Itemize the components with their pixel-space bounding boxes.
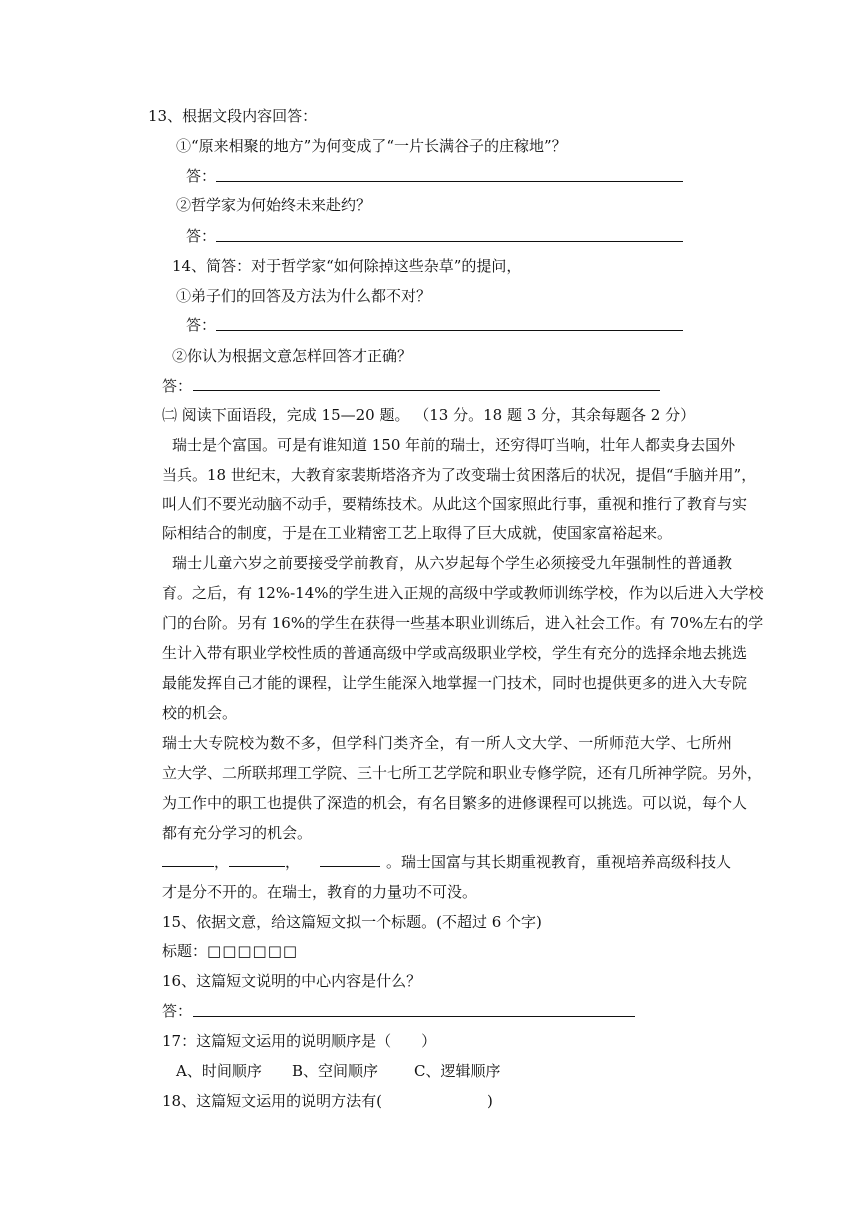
q16-answer-line[interactable] bbox=[193, 1016, 635, 1017]
passage-line: 生计入带有职业学校性质的普通高级中学或高级职业学校，学生有充分的选择余地去挑选 bbox=[162, 644, 748, 662]
passage-line: 为工作中的职工也提供了深造的机会，有名目繁多的进修课程可以挑选。可以说，每个人 bbox=[162, 794, 748, 812]
q13-sub2: ②哲学家为何始终未来赴约？ bbox=[176, 196, 372, 214]
q13-answer1-label: 答： bbox=[186, 167, 217, 185]
passage-line: 最能发挥自己才能的课程，让学生能深入地掌握一门技术，同时也提供更多的进入大专院 bbox=[162, 674, 748, 692]
passage-line: 门的台阶。另有 16%的学生在获得一些基本职业训练后，进入社会工作。有 70%左右的学 bbox=[162, 614, 764, 632]
q13-title: 13、根据文段内容回答： bbox=[148, 107, 318, 125]
q15-title-boxes[interactable]: □□□□□□ bbox=[207, 942, 299, 960]
passage-line: 育。之后，有 12%-14%的学生进入正规的高级中学或教师训练学校，作为以后进入大学校 bbox=[162, 584, 764, 602]
q13-answer1-line[interactable] bbox=[216, 181, 683, 182]
passage-line: 叫人们不要光动脑不动手，要精练技术。从此这个国家照此行事，重视和推行了教育与实 bbox=[162, 495, 748, 513]
q14-answer2-label: 答： bbox=[162, 377, 193, 395]
separator: ， bbox=[214, 853, 230, 871]
passage-line: 才是分不开的。在瑞士，教育的力量功不可没。 bbox=[162, 883, 478, 901]
q14-sub1: ①弟子们的回答及方法为什么都不对？ bbox=[176, 287, 432, 305]
q16-title: 16、这篇短文说明的中心内容是什么？ bbox=[162, 972, 422, 990]
fill-blank-1[interactable] bbox=[162, 852, 214, 867]
passage-line: 立大学、二所联邦理工学院、三十七所工艺学院和职业专修学院，还有几所神学院。另外， bbox=[162, 764, 763, 782]
q14-answer2-line[interactable] bbox=[193, 390, 660, 391]
q17-option-a[interactable]: A、时间顺序 bbox=[176, 1062, 262, 1080]
q17-option-b[interactable]: B、空间顺序 bbox=[292, 1062, 379, 1080]
q14-title: 14、简答：对于哲学家“如何除掉这些杂草”的提问， bbox=[172, 257, 522, 275]
fill-blank-2[interactable] bbox=[229, 852, 285, 867]
passage-line: 都有充分学习的机会。 bbox=[162, 824, 313, 842]
passage-line: 校的机会。 bbox=[162, 704, 238, 722]
q15-title: 15、依据文意，给这篇短文拟一个标题。(不超过 6 个字) bbox=[162, 913, 542, 931]
q18-title: 18、这篇短文运用的说明方法有( ) bbox=[162, 1092, 493, 1110]
fill-tail-text: 。瑞士国富与其长期重视教育，重视培养高级科技人 bbox=[386, 853, 732, 871]
section2-heading: ㈡ 阅读下面语段，完成 15—20 题。 （13 分。18 题 3 分，其余每题各 2 分） bbox=[162, 406, 696, 424]
passage-line: 际相结合的制度，于是在工业精密工艺上取得了巨大成就，使国家富裕起来。 bbox=[162, 524, 673, 542]
passage-line: 瑞士儿童六岁之前要接受学前教育，从六岁起每个学生必须接受九年强制性的普通教 bbox=[172, 554, 732, 572]
q14-sub2: ②你认为根据文意怎样回答才正确？ bbox=[172, 347, 413, 365]
fill-in-line bbox=[162, 852, 731, 872]
q15-label: 标题： bbox=[162, 942, 208, 960]
fill-blank-3[interactable] bbox=[320, 852, 380, 867]
q13-answer2-line[interactable] bbox=[216, 241, 683, 242]
q17-title: 17：这篇短文运用的说明顺序是（ ） bbox=[162, 1032, 437, 1050]
q16-answer-label: 答： bbox=[162, 1002, 193, 1020]
q17-option-c[interactable]: C、逻辑顺序 bbox=[414, 1062, 501, 1080]
passage-line: 当兵。18 世纪末，大教育家裴斯塔洛齐为了改变瑞士贫困落后的状况，提倡“手脑并用”， bbox=[162, 466, 757, 484]
passage-line: 瑞士大专院校为数不多，但学科门类齐全，有一所人文大学、一所师范大学、七所州 bbox=[162, 734, 732, 752]
passage-line: 瑞士是个富国。可是有谁知道 150 年前的瑞士，还穷得叮当响，壮年人都卖身去国外 bbox=[172, 436, 736, 454]
q13-sub1: ①“原来相聚的地方”为何变成了“一片长满谷子的庄稼地”？ bbox=[176, 137, 567, 155]
q15-title-row bbox=[162, 941, 298, 961]
q13-answer2-label: 答： bbox=[186, 227, 217, 245]
separator: ， bbox=[285, 853, 301, 871]
q14-answer1-line[interactable] bbox=[216, 330, 683, 331]
q14-answer1-label: 答： bbox=[186, 316, 217, 334]
